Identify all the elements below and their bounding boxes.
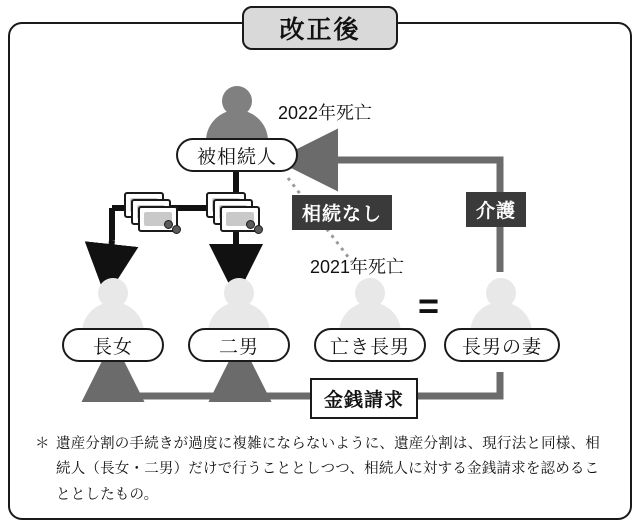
node-second-son[interactable]	[188, 328, 290, 362]
money-icon-left	[124, 192, 182, 236]
node-second-son-label: 二男	[218, 336, 259, 358]
money-icon-right	[206, 192, 264, 236]
label-money-claim	[310, 378, 418, 419]
node-late-eldest-son[interactable]	[314, 328, 426, 362]
node-eldest-son-wife-label: 長男の妻	[461, 336, 542, 358]
node-deceased-label: 被相続人	[196, 146, 277, 168]
coin-icon	[172, 225, 181, 234]
equals-sign: =	[418, 285, 440, 326]
bill-front	[220, 206, 260, 232]
node-late-eldest-son-label: 亡き長男	[329, 336, 410, 358]
bill-front	[138, 206, 178, 232]
node-eldest-daughter-label: 長女	[92, 336, 133, 358]
label-money-claim-text: 金銭請求	[324, 390, 405, 411]
label-no-inheritance: 相続なし	[292, 195, 392, 230]
title-pill	[242, 6, 398, 50]
node-eldest-daughter[interactable]	[62, 328, 164, 362]
node-deceased[interactable]	[176, 138, 298, 172]
label-care: 介護	[466, 192, 526, 227]
footnote-text: 遺産分割の手続きが過度に複雑にならないように、遺産分割は、現行法と同様、相続人（長女・二男）だけで行うこととしつつ、相続人に対する金銭請求を認めることとしたもの。	[56, 436, 600, 503]
deceased-death-note: 2022年死亡	[278, 103, 373, 123]
footnote-marker: ＊	[35, 436, 50, 452]
node-eldest-son-wife[interactable]	[444, 328, 560, 362]
coin-icon	[254, 225, 263, 234]
late-eldest-son-death-note: 2021年死亡	[310, 257, 405, 277]
footnote	[36, 432, 606, 508]
page-title: 改正後	[279, 16, 361, 44]
